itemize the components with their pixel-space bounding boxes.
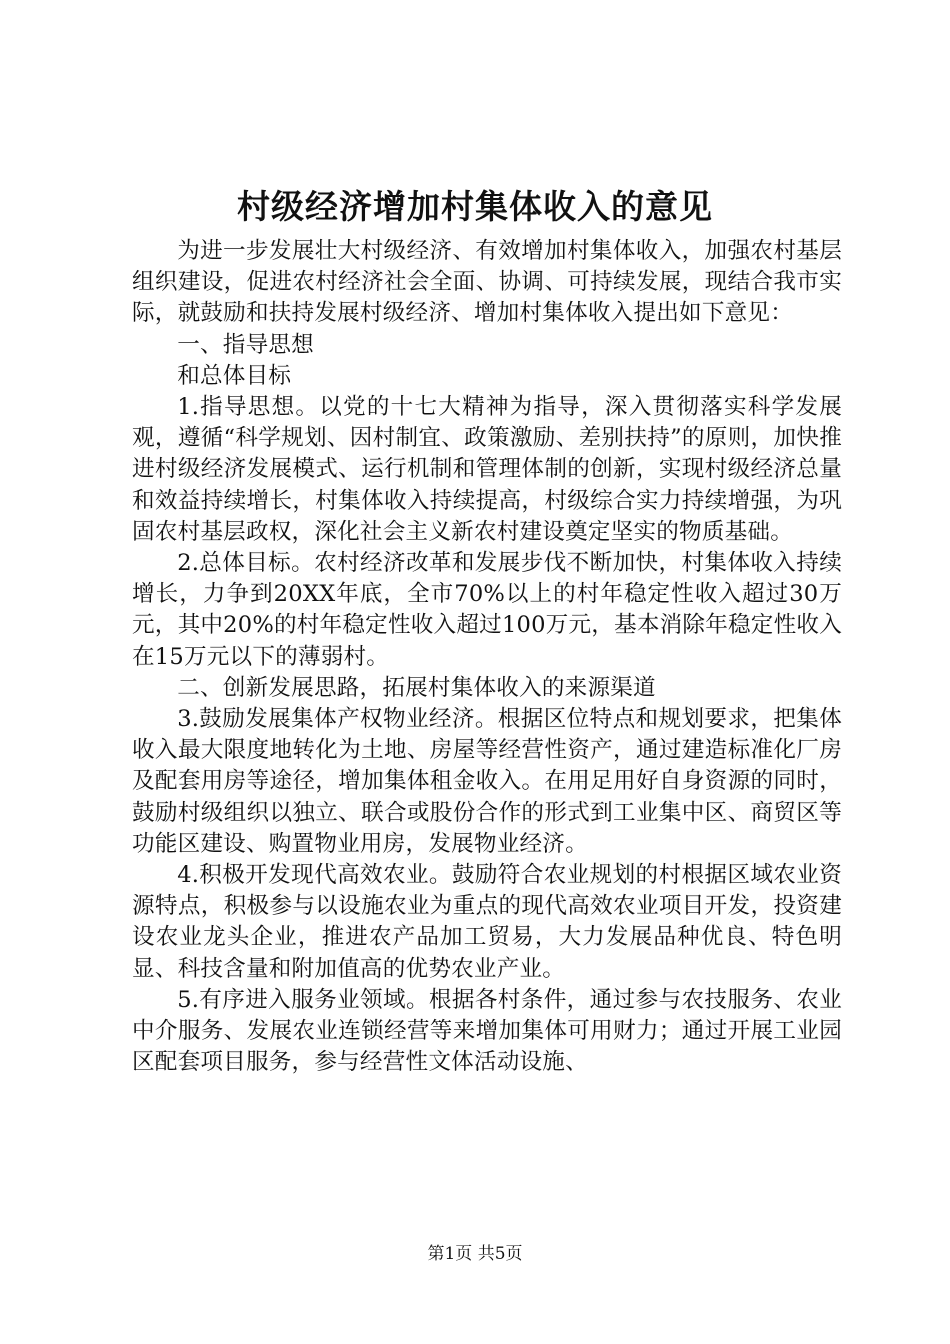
page-footer: 第1页 共5页 <box>427 1244 523 1264</box>
paragraph-intro: 为进一步发展壮大村级经济、有效增加村集体收入，加强农村基层组织建设，促进农村经济社会全面、协调、可持续发展，现结合我市实际，就鼓励和扶持发展村级经济、增加村集体收入提出如下意见： <box>132 238 842 327</box>
paragraph-item-5: 5.有序进入服务业领域。根据各村条件，通过参与农技服务、农业中介服务、发展农业连锁经营等来增加集体可用财力；通过开展工业园区配套项目服务，参与经营性文体活动设施、 <box>132 986 842 1076</box>
paragraph-item-3: 3.鼓励发展集体产权物业经济。根据区位特点和规划要求，把集体收入最大限度地转化为土地、房屋等经营性资产，通过建造标准化厂房及配套用房等途径，增加集体租金收入。在用足用好自身资源的同时，鼓励村级组织以独立、联合或股份合作的形式到工业集中区、商贸区等功能区建设、购置物业用房，发展物业经济。 <box>132 706 842 857</box>
section-heading-2: 二、创新发展思路，拓展村集体收入的来源渠道 <box>177 674 656 701</box>
paragraph-item-2: 2.总体目标。农村经济改革和发展步伐不断加快，村集体收入持续增长，力争到20XX年底，全市70%以上的村年稳定性收入超过30万元，其中20%的村年稳定性收入超过100万元，基本消除年稳定性收入在15万元以下的薄弱村。 <box>132 550 842 670</box>
document-body <box>132 236 842 1078</box>
paragraph-item-1: 1.指导思想。以党的十七大精神为指导，深入贯彻落实科学发展观，遵循“科学规划、因村制宜、政策激励、差别扶持”的原则，加快推进村级经济发展模式、运行机制和管理体制的创新，实现村级经济总量和效益持续增长，村集体收入持续提高，村级综合实力持续增强，为巩固农村基层政权，深化社会主义新农村建设奠定坚实的物质基础。 <box>132 394 842 545</box>
paragraph-item-4: 4.积极开发现代高效农业。鼓励符合农业规划的村根据区域农业资源特点，积极参与以设施农业为重点的现代高效农业项目开发，投资建设农业龙头企业，推进农产品加工贸易，大力发展品种优良、特色明显、科技含量和附加值高的优势农业产业。 <box>132 862 842 982</box>
section-heading-1-cont: 和总体目标 <box>177 362 292 389</box>
section-heading-1: 一、指导思想 <box>177 331 314 358</box>
document-title: 村级经济增加村集体收入的意见 <box>237 187 713 226</box>
